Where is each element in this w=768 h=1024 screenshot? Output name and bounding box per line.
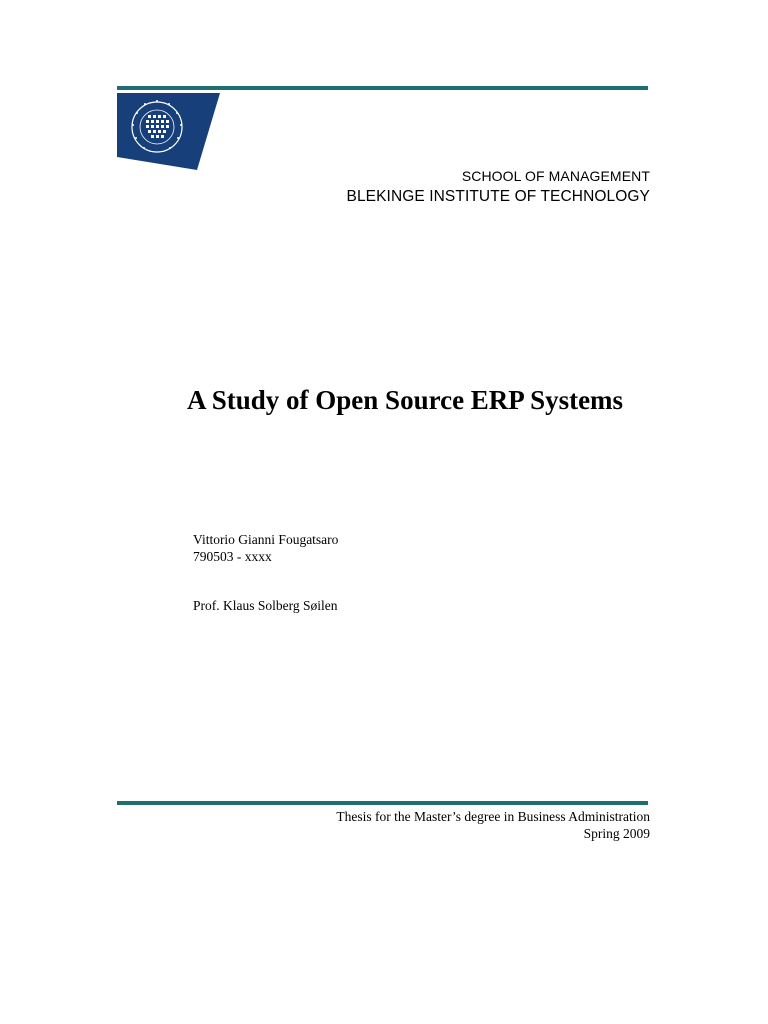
- thesis-term: Spring 2009: [583, 826, 650, 841]
- author-id: 790503 - xxxx: [193, 549, 272, 564]
- bottom-divider: [117, 801, 648, 805]
- thesis-degree: Thesis for the Master’s degree in Business Administration: [336, 809, 650, 824]
- school-name: SCHOOL OF MANAGEMENT: [461, 168, 650, 184]
- institute-name: BLEKINGE INSTITUTE OF TECHNOLOGY: [346, 188, 650, 205]
- bth-seal-icon: [117, 91, 220, 171]
- author-name: Vittorio Gianni Fougatsaro: [193, 532, 339, 547]
- thesis-title: A Study of Open Source ERP Systems: [187, 385, 624, 415]
- supervisor-name: Prof. Klaus Solberg Søilen: [193, 598, 338, 613]
- institution-block: [347, 168, 651, 206]
- author-block: [193, 531, 338, 565]
- footer-block: [336, 808, 650, 842]
- top-divider: [117, 86, 648, 90]
